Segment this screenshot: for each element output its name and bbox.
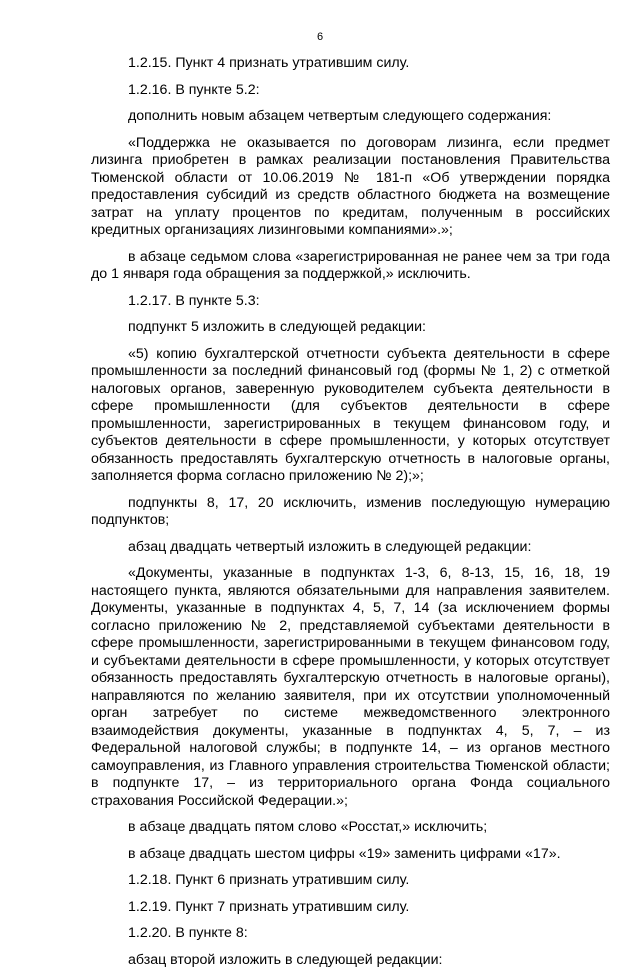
paragraph-seventh-abzac: в абзаце седьмом слова «зарегистрированная не ранее чем за три года до 1 января года обращения за поддержкой,» исключить.: [91, 248, 610, 282]
page-number: 6: [316, 31, 324, 43]
document-body: [91, 55, 610, 978]
paragraph-abzac-24-intro: абзац двадцать четвертый изложить в следующей редакции:: [128, 538, 532, 555]
paragraph-1-2-16: 1.2.16. В пункте 5.2:: [128, 81, 260, 98]
paragraph-abzac-2-intro: абзац второй изложить в следующей редакции:: [128, 951, 443, 968]
paragraph-1-2-20: 1.2.20. В пункте 8:: [128, 925, 248, 941]
paragraph-subpoint-5-intro: подпункт 5 изложить в следующей редакции:: [128, 319, 426, 335]
paragraph-abzac-26: в абзаце двадцать шестом цифры «19» заменить цифрами «17».: [128, 845, 561, 862]
paragraph-leasing-quote: «Поддержка не оказывается по договорам лизинга, если предмет лизинга приобретен в рамках реализации постановления Правительства Тюменской области от 10.06.2019 № 181-п «Об утверждении порядка предоставления субсидий из средств областного бюджета на возмещение затрат на уплату процентов по кредитам, полученным в российских кредитных организациях лизинговыми компаниями».»;: [91, 134, 610, 238]
paragraph-documents-quote: «Документы, указанные в подпунктах 1-3, 6, 8-13, 15, 16, 18, 19 настоящего пункта, являются обязательными для направления заявителем. Документы, указанные в подпунктах 4, 5, 7, 14 (за исключением формы согласно приложению № 2, представляемой субъектами деятельности в сфере промышленности, зарегистрированными в текущем финансовом году, и субъектами деятельности в сфере промышленности, у которых отсутствует обязанность предоставлять бухгалтерскую отчетность в налоговые органы), направляются по желанию заявителя, при их отсутствии уполномоченный орган затребует по системе межведомственного электронного взаимодействия документы, указанные в подпунктах 4, 5, 7, – из Федеральной налоговой службы; в подпункте 14, – из органов местного самоуправления, из Главного управления строительства Тюменской области; в подпункте 17, – из территориального органа Фонда социального страхования Российской Федерации.»;: [91, 565, 610, 809]
paragraph-1-2-18: 1.2.18. Пункт 6 признать утратившим силу.: [128, 872, 410, 888]
paragraph-1-2-19: 1.2.19. Пункт 7 признать утратившим силу.: [128, 898, 410, 915]
paragraph-subpoints-exclude: подпункты 8, 17, 20 исключить, изменив последующую нумерацию подпунктов;: [91, 494, 610, 528]
paragraph-1-2-15: 1.2.15. Пункт 4 признать утратившим силу.: [128, 55, 410, 71]
paragraph-subpoint-5-quote: «5) копию бухгалтерской отчетности субъекта деятельности в сфере промышленности за последний финансовый год (формы № 1, 2) с отметкой налоговых органов, заверенную руководителем субъекта деятельности в сфере промышленности (для субъектов деятельности в сфере промышленности, зарегистрированных в текущем финансовом году, и субъектов деятельности в сфере промышленности, у которых отсутствует обязанность предоставлять бухгалтерскую отчетность в налоговые органы, заполняется форма согласно приложению № 2);»;: [91, 345, 610, 484]
paragraph-abzac-25: в абзаце двадцать пятом слово «Росстат,» исключить;: [128, 819, 488, 835]
paragraph-1-2-17: 1.2.17. В пункте 5.3:: [128, 292, 260, 309]
paragraph-add-fourth-abzac: дополнить новым абзацем четвертым следующего содержания:: [128, 108, 552, 124]
